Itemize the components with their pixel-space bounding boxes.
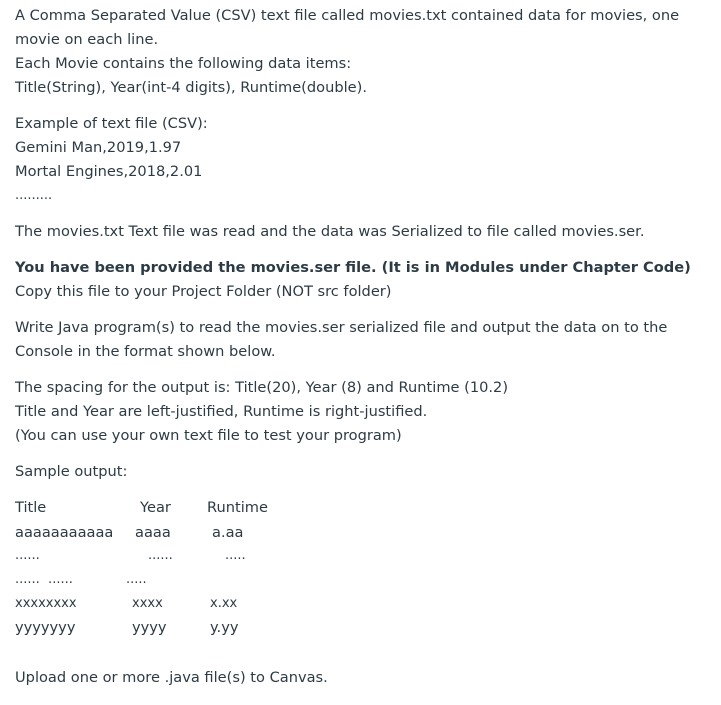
column-header-year: Year (140, 499, 171, 516)
table-cell-runtime: a.aa (212, 524, 244, 541)
table-cell-title: aaaaaaaaaaa (15, 524, 114, 541)
task-description: Write Java program(s) to read the movies.ser serialized file and output the data on to the Console in the format shown below. (15, 319, 668, 360)
table-cell-title: ...... (15, 548, 40, 563)
copy-instruction: Copy this file to your Project Folder (NOT src folder) (15, 283, 392, 300)
table-cell-year: aaaa (135, 524, 171, 541)
spacing-rule: The spacing for the output is: Title(20), Year (8) and Runtime (10.2) (15, 379, 509, 396)
table-cell-title: ...... ...... (15, 572, 73, 587)
intro-paragraph: A Comma Separated Value (CSV) text file called movies.txt contained data for movies, one movie on each line. (15, 7, 680, 48)
sample-output-table (15, 496, 715, 646)
table-cell-year: ..... (126, 572, 147, 587)
intro-items-list: Title(String), Year(int-4 digits), Runtime(double). (15, 79, 367, 96)
upload-instruction: Upload one or more .java file(s) to Canvas. (15, 669, 328, 686)
example-line-1: Gemini Man,2019,1.97 (15, 139, 182, 156)
example-line-2: Mortal Engines,2018,2.01 (15, 163, 203, 180)
column-header-runtime: Runtime (207, 499, 268, 516)
assignment-content (15, 4, 715, 690)
table-cell-runtime: x.xx (210, 596, 238, 611)
table-cell-title: yyyyyyy (15, 619, 76, 636)
table-cell-year: ...... (148, 548, 173, 563)
table-cell-year: yyyy (132, 619, 167, 636)
example-ellipsis: ......... (15, 188, 53, 203)
sample-output-label: Sample output: (15, 463, 128, 480)
table-cell-year: xxxx (132, 596, 163, 611)
column-header-title: Title (15, 499, 47, 516)
intro-items-heading: Each Movie contains the following data items: (15, 55, 352, 72)
table-cell-title: xxxxxxxx (15, 596, 77, 611)
test-note: (You can use your own text file to test your program) (15, 427, 402, 444)
serialized-note: The movies.txt Text file was read and the data was Serialized to file called movies.ser. (15, 223, 645, 240)
example-heading: Example of text file (CSV): (15, 115, 208, 132)
table-cell-runtime: ..... (225, 548, 246, 563)
table-cell-runtime: y.yy (210, 619, 239, 636)
justification-rule: Title and Year are left-justified, Runtime is right-justified. (15, 403, 428, 420)
provided-file-note: You have been provided the movies.ser file. (It is in Modules under Chapter Code) (15, 259, 691, 276)
